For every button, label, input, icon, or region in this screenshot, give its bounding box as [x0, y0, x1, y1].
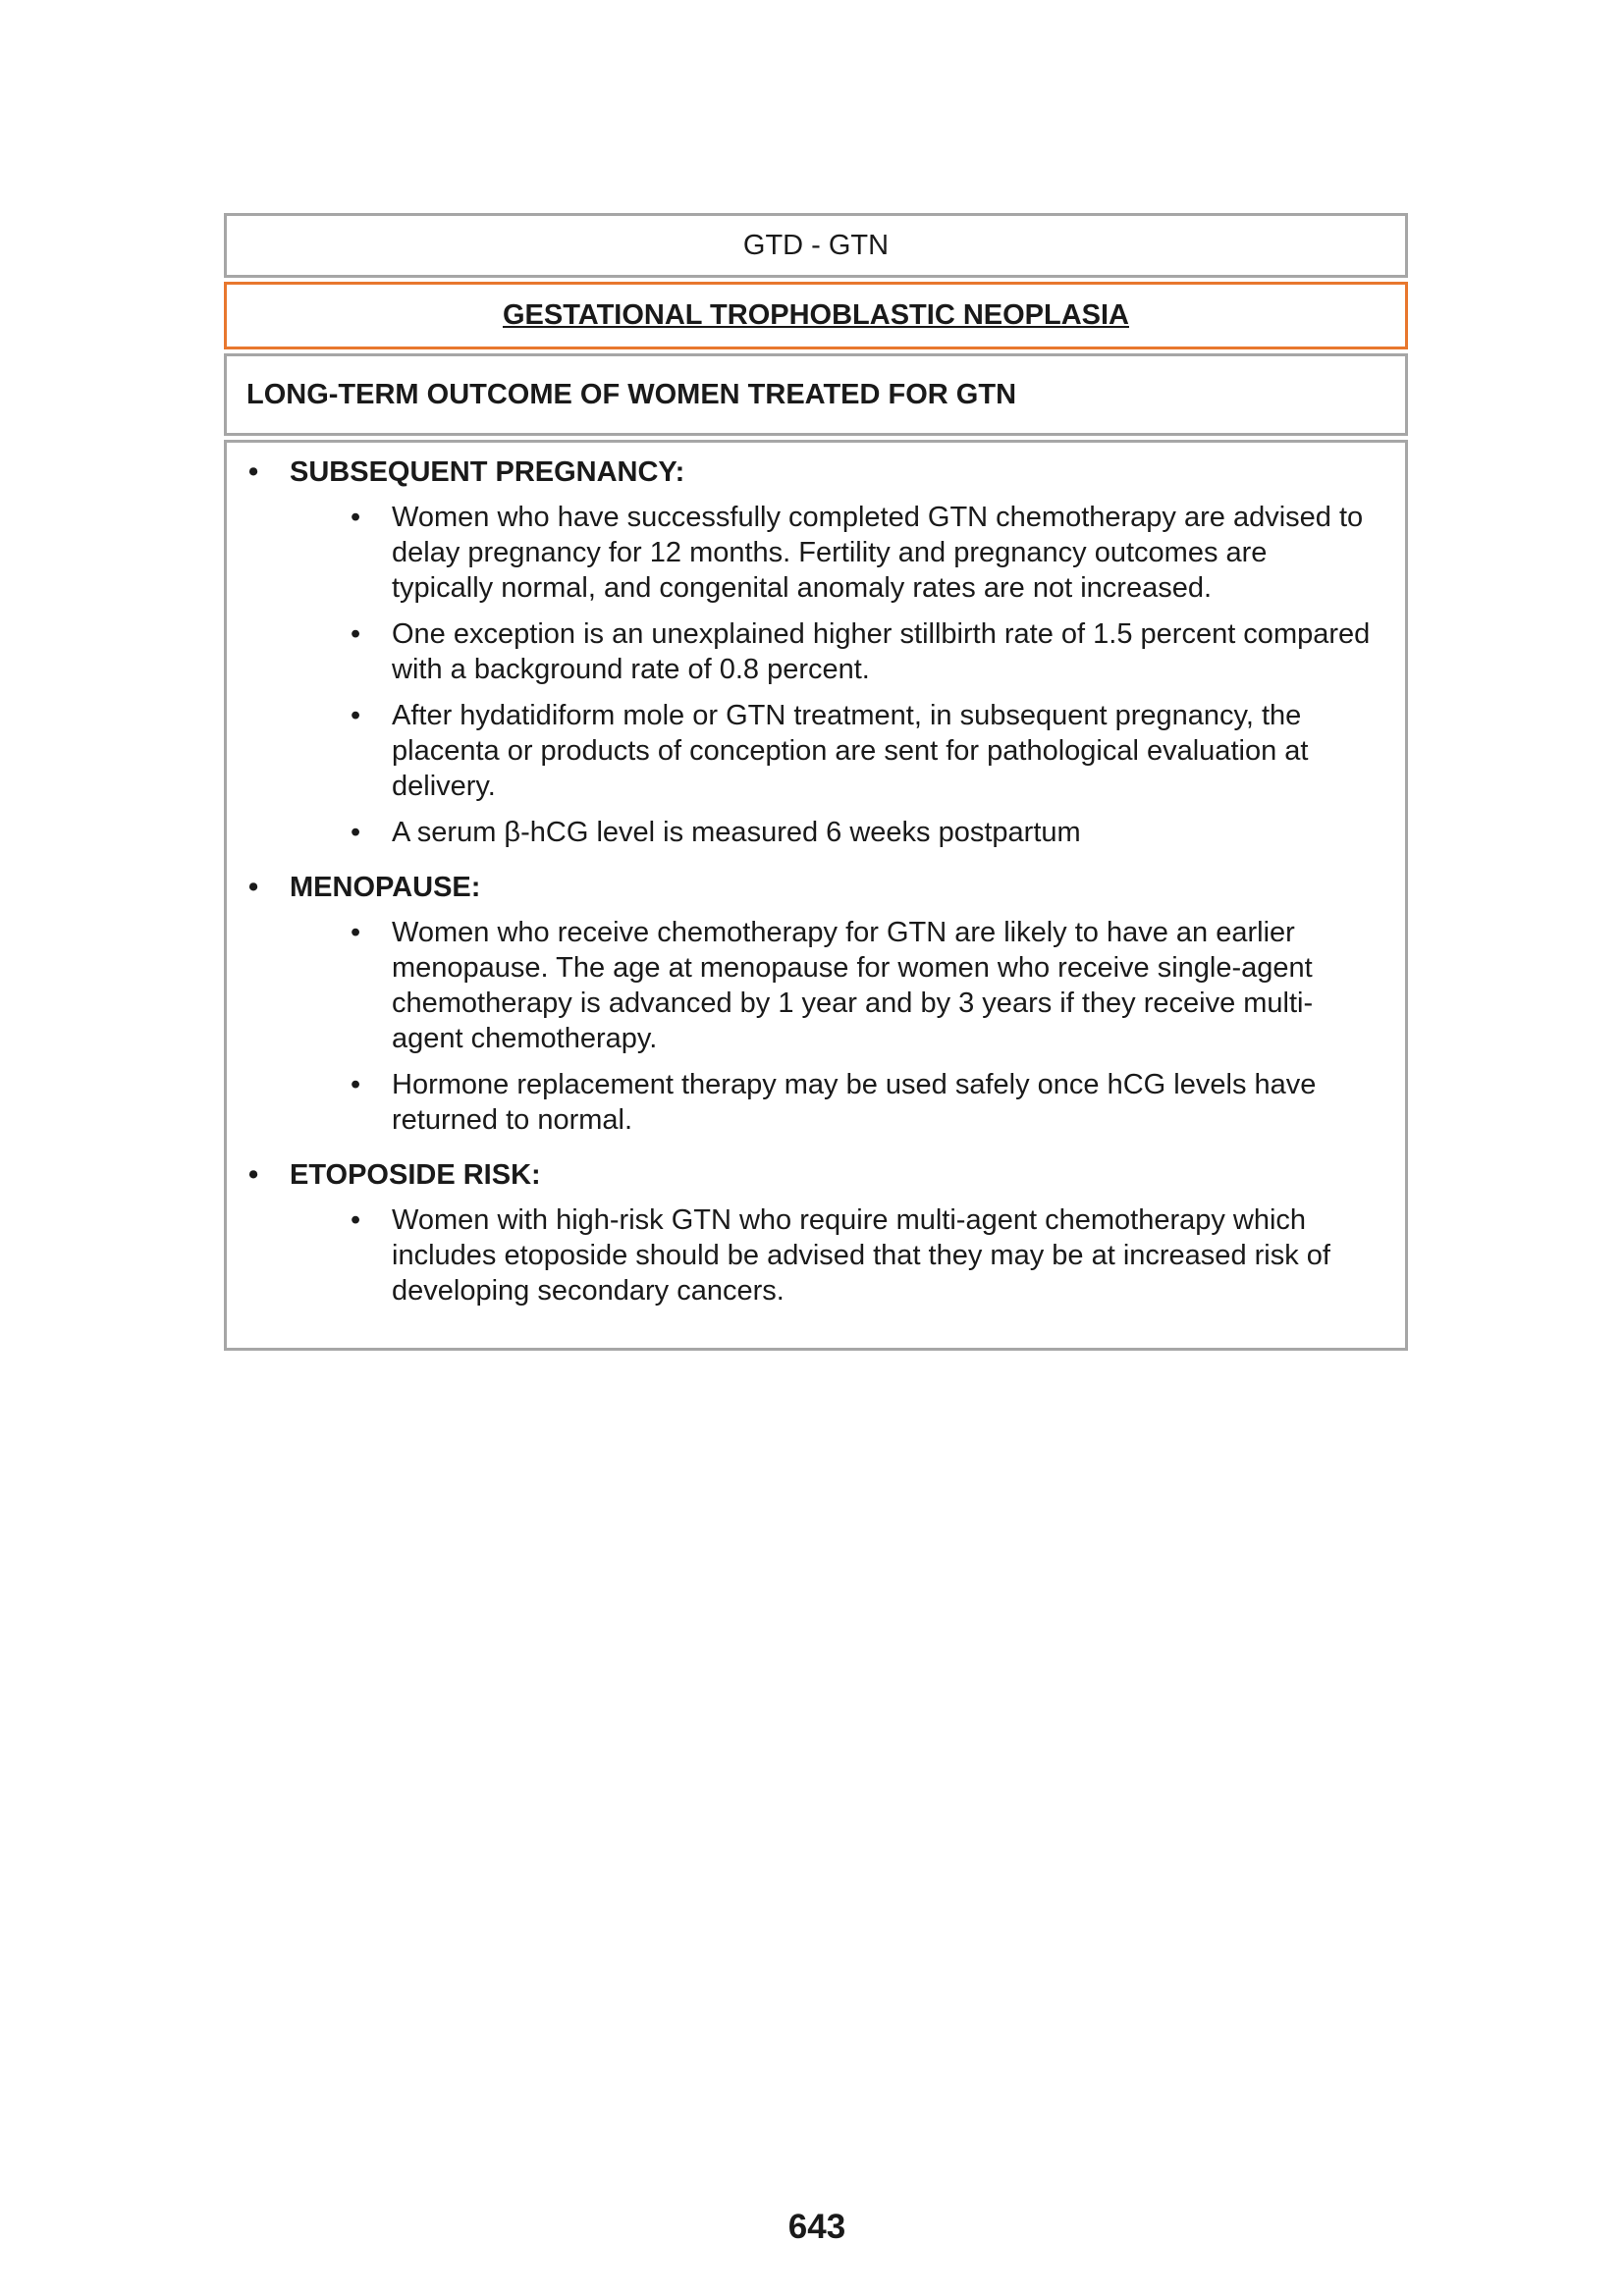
- section-etoposide-risk: [246, 1157, 1376, 1308]
- bullet-icon: •: [248, 456, 259, 488]
- list-item-text: Women who receive chemotherapy for GTN are likely to have an earlier menopause. The age at menopause for women who receive single-agent chemotherapy is advanced by 1 year and by 3 years if they receive multi-agent chemotherapy.: [392, 917, 1314, 1054]
- page-title: GESTATIONAL TROPHOBLASTIC NEOPLASIA: [502, 299, 1129, 331]
- bullet-icon: •: [351, 502, 361, 533]
- list-item: [246, 1202, 1376, 1308]
- section-heading: [246, 454, 1376, 490]
- list-item: [246, 815, 1376, 850]
- sub-list: [246, 915, 1376, 1138]
- section-heading: [246, 1157, 1376, 1193]
- page-number: 643: [787, 2208, 846, 2246]
- list-item: [246, 1067, 1376, 1138]
- bullet-icon: •: [248, 1159, 259, 1191]
- list-item-text: Hormone replacement therapy may be used safely once hCG levels have returned to normal.: [392, 1069, 1317, 1136]
- title-box: [224, 282, 1408, 349]
- section-heading-text: MENOPAUSE:: [290, 872, 481, 903]
- list-item-text: After hydatidiform mole or GTN treatment, in subsequent pregnancy, the placenta or products of conception are sent for pathological evaluation at delivery.: [392, 700, 1309, 802]
- list-item-text: Women who have successfully completed GTN chemotherapy are advised to delay pregnancy for 12 months. Fertility and pregnancy outcomes are typically normal, and congenital anomaly rates are not increased.: [392, 502, 1364, 604]
- section-subsequent-pregnancy: [246, 454, 1376, 850]
- list-item: [246, 915, 1376, 1056]
- sub-list: [246, 1202, 1376, 1308]
- header-label: GTD - GTN: [742, 229, 890, 261]
- bullet-icon: •: [351, 917, 361, 948]
- document-header: [224, 213, 1408, 278]
- list-item: [246, 616, 1376, 687]
- list-item: [246, 500, 1376, 606]
- content-box: [224, 440, 1408, 1351]
- section-menopause: [246, 870, 1376, 1138]
- section-heading-text: ETOPOSIDE RISK:: [290, 1159, 541, 1191]
- list-item-text: Women with high-risk GTN who require multi-agent chemotherapy which includes etoposide should be advised that they may be at increased risk of developing secondary cancers.: [392, 1204, 1330, 1307]
- list-item-text: One exception is an unexplained higher stillbirth rate of 1.5 percent compared with a background rate of 0.8 percent.: [392, 618, 1371, 685]
- bullet-icon: •: [351, 700, 361, 731]
- section-title: LONG-TERM OUTCOME OF WOMEN TREATED FOR GTN: [246, 378, 1017, 410]
- bullet-icon: •: [248, 872, 259, 903]
- section-heading-text: SUBSEQUENT PREGNANCY:: [290, 456, 685, 488]
- subtitle-box: [224, 353, 1408, 436]
- bullet-icon: •: [351, 618, 361, 650]
- bullet-icon: •: [351, 817, 361, 848]
- bullet-icon: •: [351, 1204, 361, 1236]
- section-heading: [246, 870, 1376, 905]
- list-item-text: A serum β-hCG level is measured 6 weeks postpartum: [392, 817, 1081, 848]
- sub-list: [246, 500, 1376, 850]
- bullet-icon: •: [351, 1069, 361, 1100]
- list-item: [246, 698, 1376, 804]
